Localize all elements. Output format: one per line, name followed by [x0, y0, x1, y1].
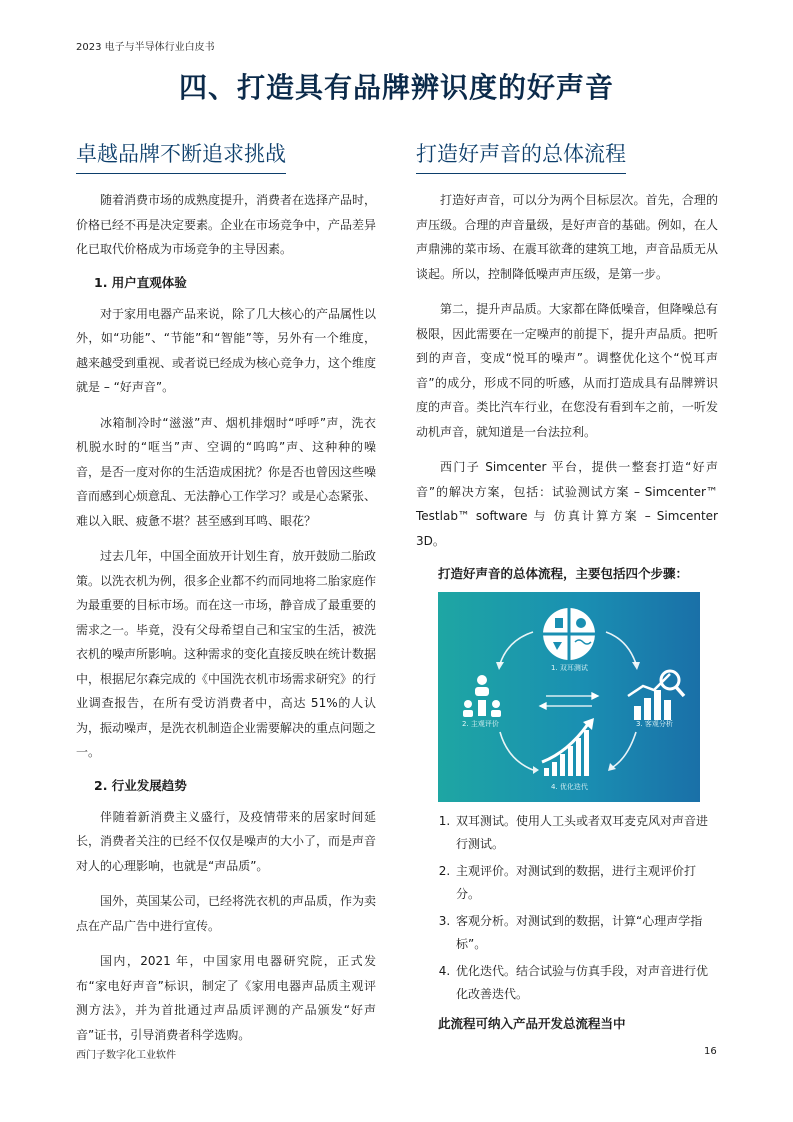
optimization-iteration-icon	[542, 718, 594, 776]
flow-intro: 打造好声音的总体流程，主要包括四个步骤：	[438, 566, 689, 581]
document-header: 2023 电子与半导体行业白皮书	[76, 42, 215, 53]
figure-step-label: 2. 主观评价	[462, 720, 499, 728]
paragraph: 国外，英国某公司，已经将洗衣机的声品质，作为卖点在产品广告中进行宣传。	[76, 894, 377, 933]
paragraph: 西门子 Simcenter 平台，提供一整套打造“好声音”的解决方案，包括：试验测试方案 – Simcenter™ Testlab™ software 与 仿真计算方案 – Simcenter 3D。	[416, 460, 718, 548]
list-item: 1. 双耳测试。使用人工头或者双耳麦克风对声音进行测试。	[454, 810, 718, 856]
binaural-test-icon	[543, 608, 595, 660]
conclusion-text: 此流程可纳入产品开发总流程当中	[438, 1016, 626, 1031]
intro-paragraph: 随着消费市场的成熟度提升，消费者在选择产品时，价格已经不再是决定要素。企业在市场竞争中，产品差异化已取代价格成为市场竞争的主导因素。	[76, 193, 377, 256]
process-cycle-figure	[438, 592, 700, 802]
footer-company: 西门子数字化工业软件	[76, 1050, 176, 1061]
figure-step-label: 3. 客观分析	[636, 720, 673, 728]
subheading-industry-trend: 2. 行业发展趋势	[94, 777, 187, 793]
cycle-arrow-icon	[606, 632, 636, 664]
left-section-heading: 卓越品牌不断追求挑战	[76, 138, 286, 174]
figure-step-label: 4. 优化迭代	[551, 783, 588, 791]
list-item: 2. 主观评价。对测试到的数据，进行主观评价打分。	[454, 860, 718, 906]
objective-analysis-icon	[628, 671, 684, 720]
paragraph: 冰箱制冷时“滋滋”声、烟机排烟时“呼呼”声，洗衣机脱水时的“哐当”声、空调的“呜呜”声、这种种的噪音，是否一度对你的生活造成困扰？你是否也曾因这些噪音而感到心烦意乱、无法静心工作学习？或是心态紧张、难以入眠、疲惫不堪？甚至感到耳鸣、眼花？	[76, 415, 377, 528]
paragraph: 对于家用电器产品来说，除了几大核心的产品属性以外，如“功能”、“节能”和“智能”等，另外有一个维度，越来越受到重视、或者说已经成为核心竞争力，这个维度就是 – “好声音”。	[76, 306, 377, 394]
cycle-arrow-icon	[500, 732, 533, 770]
paragraph: 过去几年，中国全面放开计划生育，放开鼓励二胎政策。以洗衣机为例，很多企业都不约而同地将二胎家庭作为最重要的目标市场。而在这一市场，静音成了最重要的需求之一。毕竟，没有父母希望自己和宝宝的生活，被洗衣机的噪声所影响。这种需求的变化直接反映在统计数据中，根据尼尔森完成的《中国洗衣机市场需求研究》的行业调查报告，在所有受访消费者中，高达 51%的人认为，振动噪声，是洗衣机制造企业需要解决的重点问题之一。	[76, 549, 377, 759]
subheading-user-experience: 1. 用户直观体验	[94, 274, 187, 290]
paragraph: 国内，2021 年，中国家用电器研究院，正式发布“家电好声音”标识，制定了《家用电器声品质主观评测方法》，并为首批通过声品质评测的产品颁发“好声音”证书，引导消费者科学选购。	[76, 954, 376, 1042]
right-section-heading: 打造好声音的总体流程	[416, 138, 626, 174]
steps-list	[416, 810, 718, 1006]
exchange-arrows-icon	[540, 693, 598, 709]
figure-step-label: 1. 双耳测试	[551, 664, 588, 672]
paragraph: 伴随着新消费主义盛行，及疫情带来的居家时间延长，消费者关注的已经不仅仅是噪声的大小了，而是声音对人的心理影响，也就是“声品质”。	[76, 809, 377, 873]
list-item: 4. 优化迭代。结合试验与仿真手段，对声音进行优化改善迭代。	[454, 960, 718, 1006]
subjective-evaluation-icon	[463, 675, 501, 717]
cycle-arrow-icon	[613, 732, 636, 767]
page-title: 四、打造具有品牌辨识度的好声音	[178, 71, 614, 104]
page-number: 16	[704, 1046, 717, 1057]
paragraph: 第二，提升声品质。大家都在降低噪音，但降噪总有极限，因此需要在一定噪声的前提下，提升声品质。把听到的声音，变成“悦耳的噪声”。调整优化这个“悦耳声音”的成分，形成不同的听感，从而打造成具有品牌辨识度的声音。类比汽车行业，在您没有看到车之前，一听发动机声音，就知道是一台法拉利。	[416, 302, 718, 439]
right-column	[416, 138, 718, 1032]
left-column	[76, 138, 376, 1058]
list-item: 3. 客观分析。对测试到的数据，计算“心理声学指标”。	[454, 910, 718, 956]
paragraph: 打造好声音，可以分为两个目标层次。首先，合理的声压级。合理的声音量级，是好声音的基础。例如，在人声鼎沸的菜市场、在震耳欲聋的建筑工地，声音品质无从谈起。所以，控制降低噪声声压级，是第一步。	[416, 193, 718, 281]
cycle-arrow-icon	[500, 632, 533, 664]
